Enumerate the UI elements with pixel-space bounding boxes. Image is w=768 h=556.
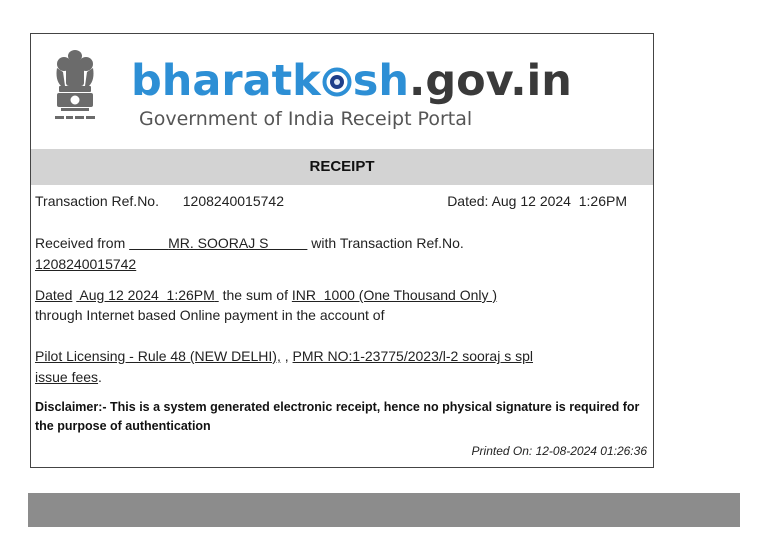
transaction-ref: 1208240015742 — [182, 193, 284, 209]
amount-value: INR 1000 (One Thousand Only ) — [291, 287, 498, 303]
transaction-row — [35, 193, 284, 209]
purpose-text: issue fees — [35, 369, 99, 385]
logo-text-part3: .gov.in — [409, 56, 572, 106]
account-row: Pilot Licensing - Rule 48 (NEW DELHI), , PMR NO:1-23775/2023/l-2 sooraj s spl — [35, 348, 533, 364]
amount-row — [35, 287, 497, 303]
printed-on: Printed On: 12-08-2024 01:26:36 — [471, 444, 647, 458]
pmr-number: PMR NO:1-23775/2023/l-2 sooraj s spl — [292, 348, 533, 364]
dated-row — [447, 193, 627, 209]
receipt-card — [30, 33, 654, 468]
dated-value: Aug 12 2024 1:26PM — [491, 193, 627, 209]
dated-value-2: Aug 12 2024 1:26PM — [79, 287, 215, 303]
receipt-header — [31, 34, 653, 148]
received-from-row — [35, 235, 464, 251]
through-text: through Internet based Online payment in the account of — [35, 307, 385, 323]
with-transaction-label: with Transaction Ref.No. — [311, 235, 464, 251]
footer-bar — [28, 493, 740, 527]
receipt-title: RECEIPT — [31, 149, 653, 185]
received-from-label: Received from — [35, 235, 126, 251]
disclaimer-text: Disclaimer:- This is a system generated electronic receipt, hence no physical signature is required for the purpose of authentication — [35, 400, 640, 433]
national-emblem-icon — [51, 46, 99, 136]
transaction-ref-repeat: 1208240015742 — [35, 256, 137, 272]
chakra-o-icon — [322, 67, 352, 97]
purpose-row: issue fees. — [35, 369, 102, 385]
sum-label: the sum of — [222, 287, 288, 303]
dated-label-2: Dated — [35, 287, 73, 303]
payer-name: MR. SOORAJ S — [168, 235, 269, 251]
logo-text-part1: bharatk — [131, 56, 321, 106]
portal-tagline: Government of India Receipt Portal — [139, 108, 473, 130]
account-name: Pilot Licensing - Rule 48 (NEW DELHI), — [35, 348, 281, 364]
logo-text-part2: sh — [352, 56, 410, 106]
transaction-label: Transaction Ref.No. — [35, 193, 159, 209]
dated-label: Dated: — [447, 193, 489, 209]
site-logo — [131, 58, 572, 104]
